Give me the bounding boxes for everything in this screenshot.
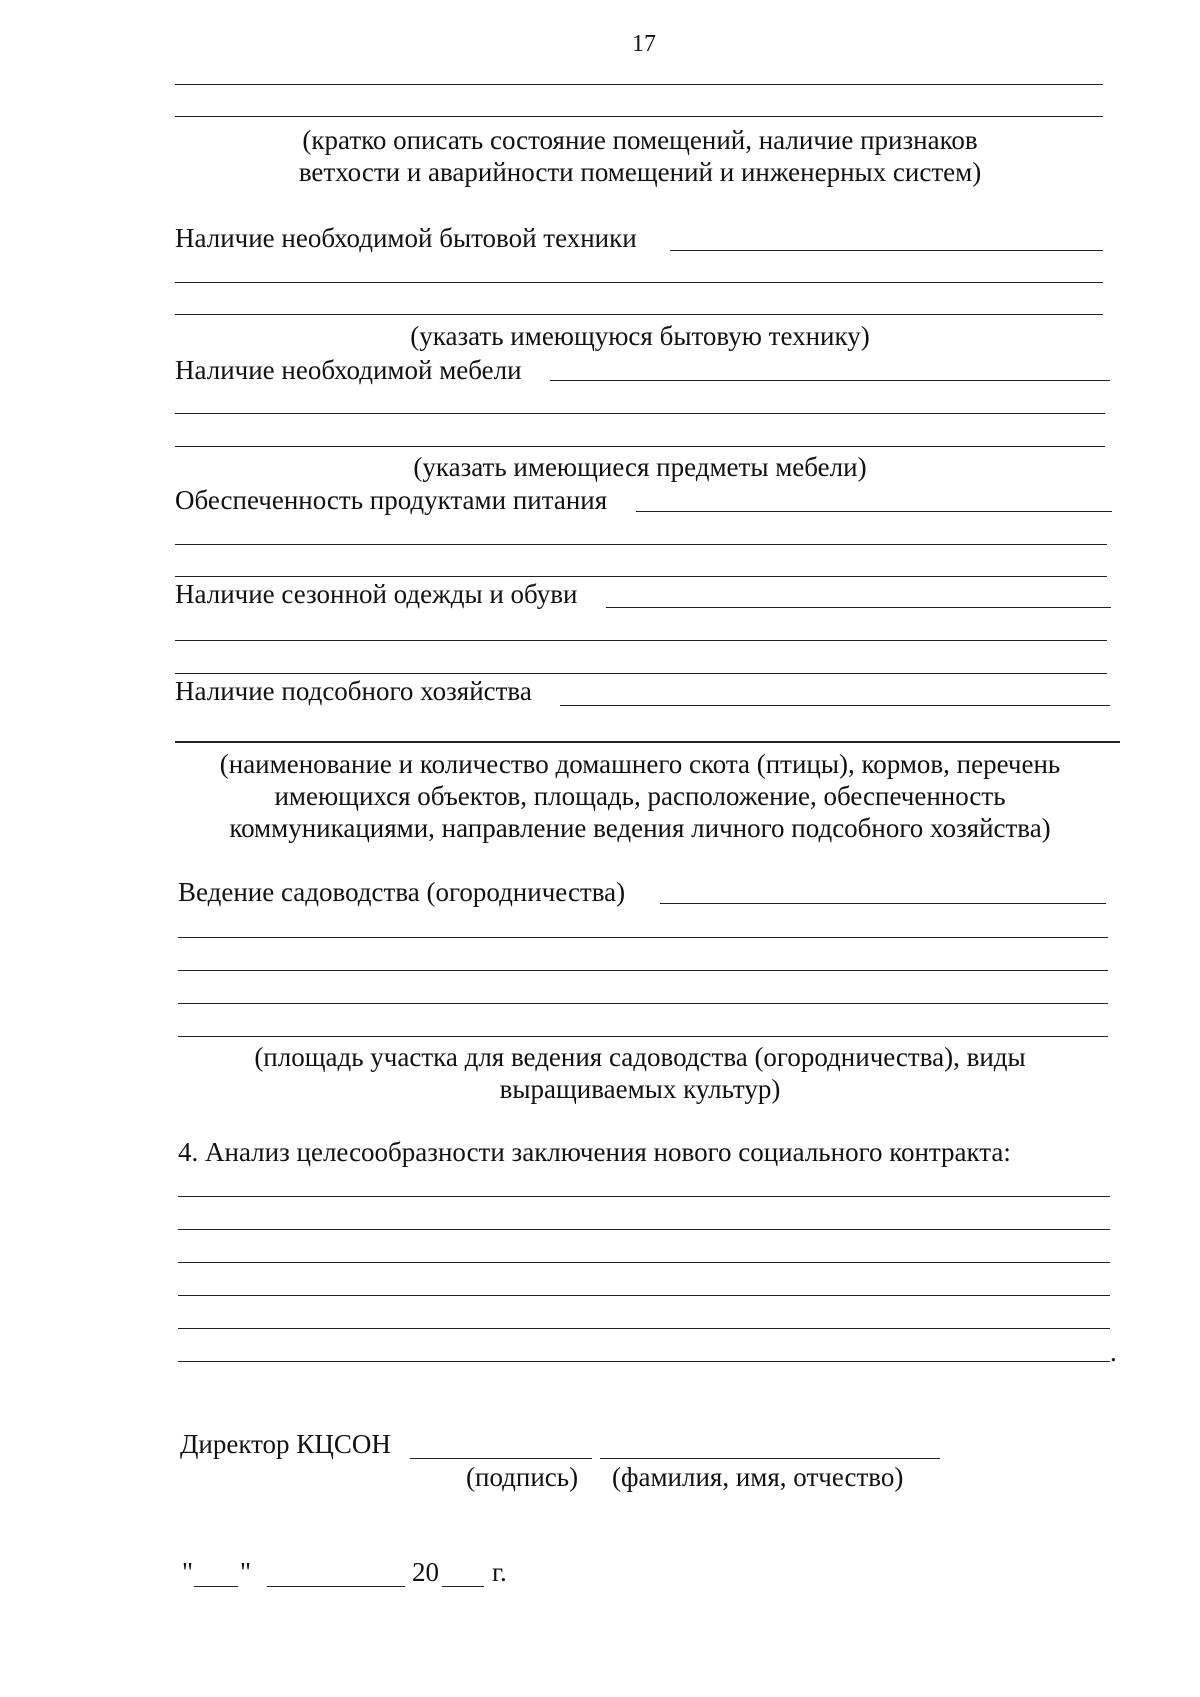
food-line-1[interactable] — [636, 511, 1112, 512]
director-title: Директор КЦСОН — [180, 1429, 391, 1459]
date-year-line[interactable] — [442, 1586, 484, 1587]
appliances-note: (указать имеющуюся бытовую технику) — [410, 321, 870, 351]
clothing-label: Наличие сезонной одежды и обуви — [175, 579, 578, 609]
furniture-line-2[interactable] — [175, 413, 1105, 414]
full-name-line[interactable] — [600, 1458, 940, 1459]
farm-line-2[interactable] — [175, 741, 1120, 743]
gardening-line-4[interactable] — [178, 1003, 1108, 1004]
farm-note-line-2: имеющихся объектов, площадь, расположение, обеспеченность — [274, 781, 1006, 811]
clothing-line-3[interactable] — [175, 673, 1107, 674]
gardening-line-2[interactable] — [178, 937, 1108, 938]
premises-note-line-2: ветхости и аварийности помещений и инженерных систем) — [298, 157, 982, 187]
furniture-label: Наличие необходимой мебели — [175, 355, 522, 385]
appliances-label: Наличие необходимой бытовой техники — [175, 223, 637, 253]
signature-caption: (подпись) — [466, 1462, 579, 1492]
appliances-line-1[interactable] — [670, 250, 1103, 251]
date-year-prefix: 20 — [412, 1557, 439, 1587]
page-number: 17 — [632, 31, 656, 57]
furniture-note: (указать имеющиеся предметы мебели) — [413, 452, 867, 482]
analysis-heading: 4. Анализ целесообразности заключения нового социального контракта: — [178, 1137, 1011, 1167]
date-year-suffix: г. — [492, 1557, 507, 1587]
appliances-line-3[interactable] — [175, 314, 1103, 315]
date-day-line[interactable] — [194, 1586, 238, 1587]
analysis-end-mark: . — [1110, 1337, 1117, 1367]
farm-line-1[interactable] — [560, 705, 1110, 706]
food-label: Обеспеченность продуктами питания — [175, 485, 608, 515]
gardening-line-5[interactable] — [178, 1036, 1108, 1037]
clothing-line-1[interactable] — [606, 607, 1111, 608]
clothing-line-2[interactable] — [175, 640, 1107, 641]
premises-line-1[interactable] — [175, 84, 1103, 85]
appliances-line-2[interactable] — [175, 282, 1103, 283]
furniture-line-1[interactable] — [550, 380, 1110, 381]
premises-note-line-1: (кратко описать состояние помещений, наличие признаков — [302, 125, 978, 155]
gardening-note-line-1: (площадь участка для ведения садоводства (огородничества), виды — [254, 1042, 1026, 1072]
analysis-line-1[interactable] — [178, 1196, 1110, 1197]
farm-label: Наличие подсобного хозяйства — [175, 676, 532, 706]
analysis-line-4[interactable] — [178, 1295, 1110, 1296]
date-quote-open: " — [182, 1557, 194, 1587]
date-quote-close: " — [240, 1557, 252, 1587]
gardening-label: Ведение садоводства (огородничества) — [178, 877, 626, 907]
farm-note-line-1: (наименование и количество домашнего скота (птицы), кормов, перечень — [219, 749, 1061, 779]
analysis-line-2[interactable] — [178, 1229, 1110, 1230]
analysis-line-5[interactable] — [178, 1328, 1110, 1329]
signature-line[interactable] — [410, 1458, 592, 1459]
analysis-line-6[interactable] — [178, 1361, 1110, 1362]
analysis-line-3[interactable] — [178, 1262, 1110, 1263]
date-month-line[interactable] — [267, 1586, 405, 1587]
gardening-line-3[interactable] — [178, 970, 1108, 971]
furniture-line-3[interactable] — [175, 446, 1105, 447]
gardening-line-1[interactable] — [660, 903, 1106, 904]
food-line-3[interactable] — [175, 576, 1107, 577]
food-line-2[interactable] — [175, 544, 1107, 545]
farm-note-line-3: коммуникациями, направление ведения личного подсобного хозяйства) — [229, 813, 1051, 843]
premises-line-2[interactable] — [175, 116, 1103, 117]
full-name-caption: (фамилия, имя, отчество) — [612, 1462, 904, 1492]
gardening-note-line-2: выращиваемых культур) — [499, 1074, 781, 1104]
